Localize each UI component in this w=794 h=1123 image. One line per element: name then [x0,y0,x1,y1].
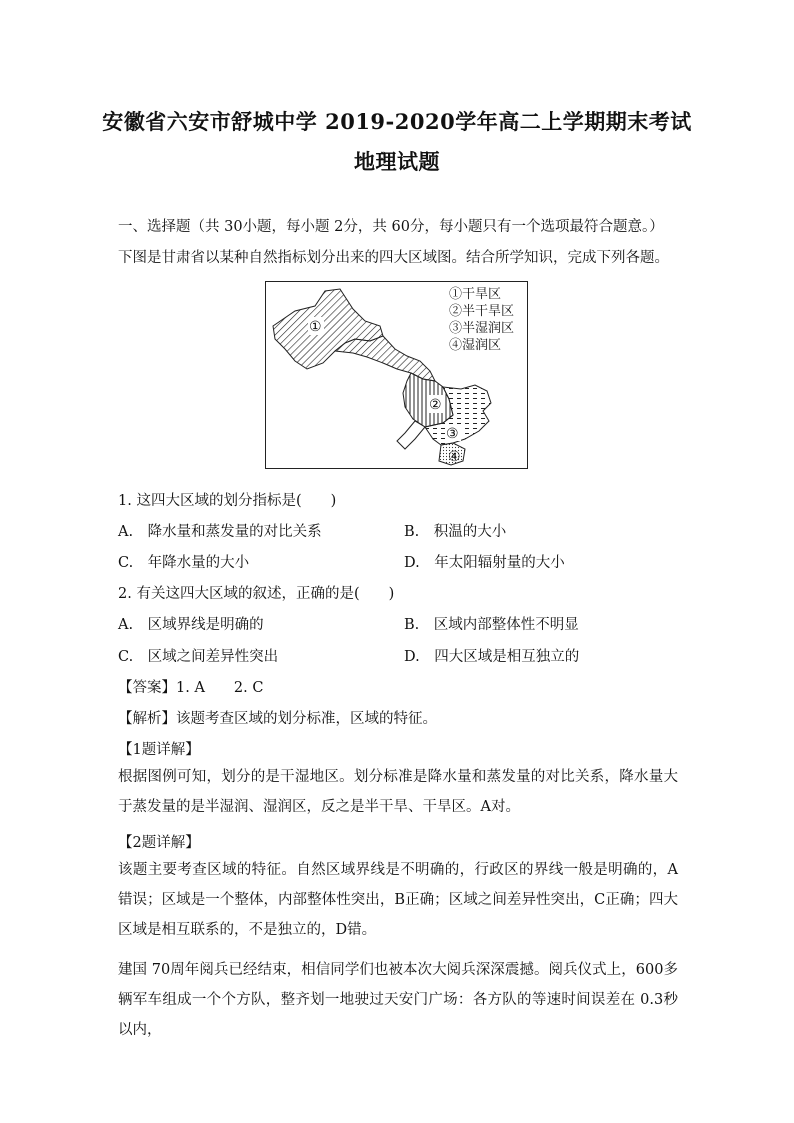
q1-option-c: C. 年降水量的大小 [118,555,250,571]
q2-stem: 2. 有关这四大区域的叙述，正确的是( ) [118,586,395,602]
q1-stem: 1. 这四大区域的划分指标是( ) [118,493,337,509]
exam-title: 安徽省六安市舒城中学 2019-2020学年高二上学期期末考试 [102,109,692,134]
legend-item-arid: ①干旱区 [449,287,502,302]
gansu-region-map [265,281,528,469]
q2-option-a: A. 区域界线是明确的 [118,617,264,633]
region-label-4: ④ [448,449,461,465]
q1-option-d: D. 年太阳辐射量的大小 [404,555,565,571]
legend-item-semiarid: ②半干旱区 [449,304,515,319]
detail2-text: 该题主要考查区域的特征。自然区域界线是不明确的，行政区的界线一般是明确的，A错误；区域是一个整体，内部整体性突出，B正确；区域之间差异性突出，C正确；四大区域是相互联系的，不是独立的，D错。 [118,862,678,938]
next-passage-text: 建国 70周年阅兵已经结束，相信同学们也被本次大阅兵深深震撼。阅兵仪式上，600多辆军车组成一个个方队，整齐划一地驶过天安门广场：各方队的等速时间误差在 0.3秒以内， [118,962,678,1038]
section-heading: 一、选择题（共 30小题，每小题 2分，共 60分，每小题只有一个选项最符合题意。） [118,219,664,235]
region-label-1: ① [309,319,322,335]
q1-option-a: A. 降水量和蒸发量的对比关系 [118,524,322,540]
detail1-heading: 【1题详解】 [118,742,200,758]
region-label-3: ③ [446,426,459,442]
intro-text: 下图是甘肃省以某种自然指标划分出来的四大区域图。结合所学知识，完成下列各题。 [118,250,669,266]
analysis-line: 【解析】该题考查区域的划分标准，区域的特征。 [118,711,437,727]
detail1-text: 根据图例可知，划分的是干湿地区。划分标准是降水量和蒸发量的对比关系，降水量大于蒸发量的是半湿润、湿润区，反之是半干旱、干旱区。A对。 [118,769,678,815]
q2-option-d: D. 四大区域是相互独立的 [404,649,580,665]
q2-option-c: C. 区域之间差异性突出 [118,649,279,665]
q1-option-b: B. 积温的大小 [404,524,507,540]
answer-line: 【答案】1. A 2. C [118,680,264,696]
q2-option-b: B. 区域内部整体性不明显 [404,617,579,633]
exam-subtitle: 地理试题 [354,149,440,174]
region-label-2: ② [429,397,442,413]
legend-item-semihumid: ③半湿润区 [449,321,515,336]
legend-item-humid: ④湿润区 [449,338,502,353]
detail2-heading: 【2题详解】 [118,835,200,851]
